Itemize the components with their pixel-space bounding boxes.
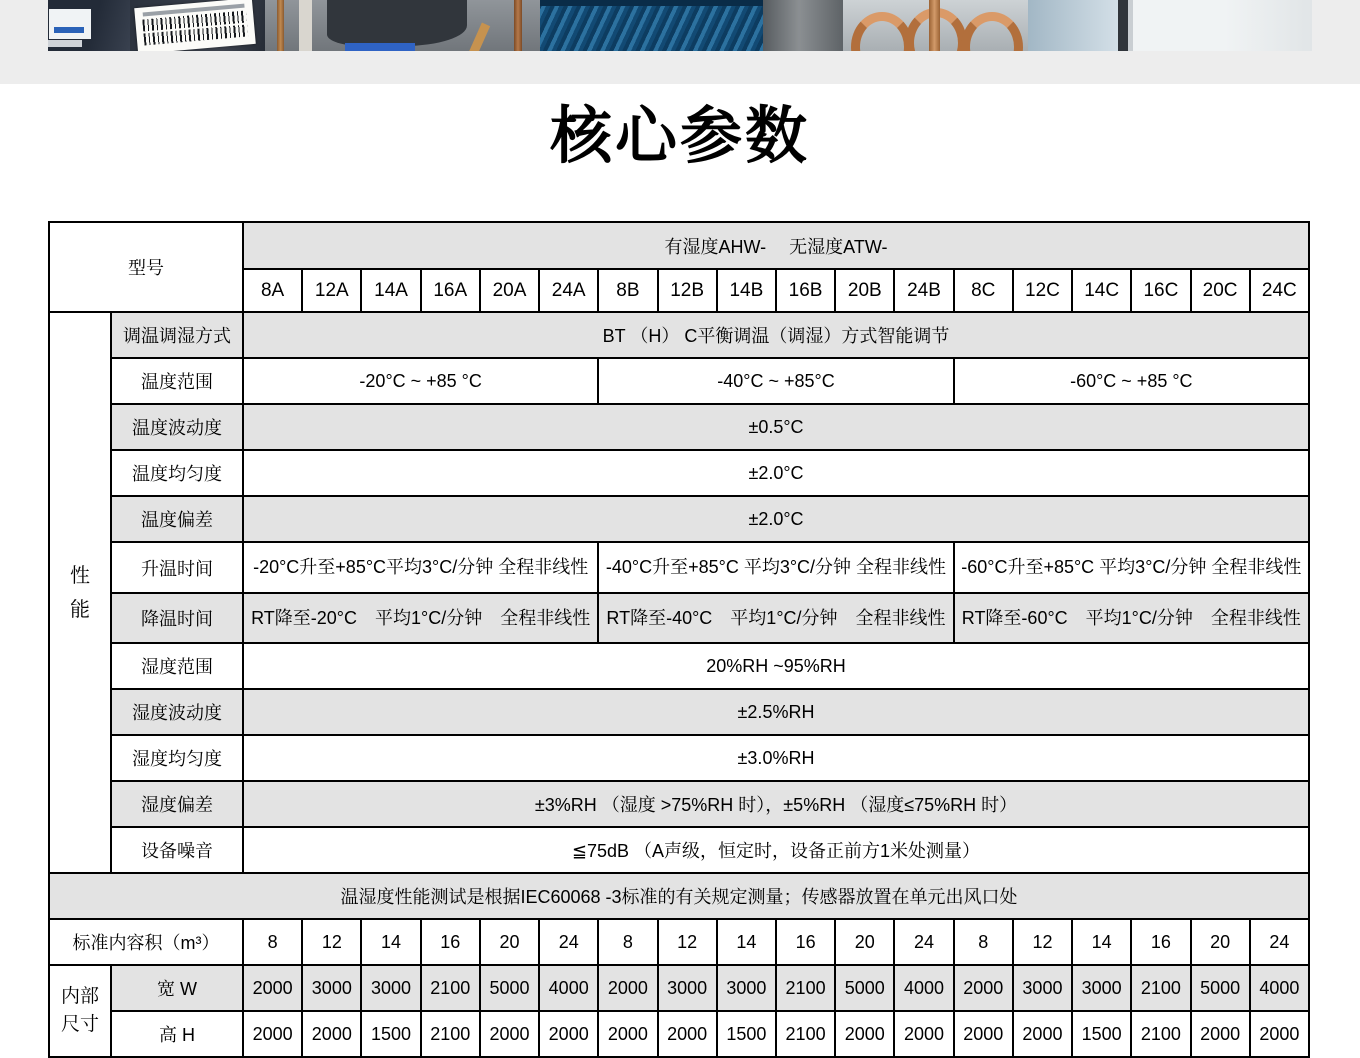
volume-value-cell: 14 — [1072, 919, 1131, 965]
height-value-cell: 2000 — [894, 1011, 953, 1057]
table-row — [49, 643, 1309, 689]
model-header-cell: 12B — [658, 269, 717, 312]
width-value-cell: 3000 — [1013, 965, 1072, 1011]
table-row — [49, 873, 1309, 919]
width-value-cell: 4000 — [894, 965, 953, 1011]
row-label-noise: 设备噪音 — [111, 827, 243, 873]
row-label-temp-range: 温度范围 — [111, 358, 243, 404]
variant-header-cell: 有湿度AHW- 无湿度ATW- — [243, 222, 1309, 269]
model-header-cell: 24C — [1250, 269, 1309, 312]
volume-value-cell: 24 — [1250, 919, 1309, 965]
volume-value-cell: 8 — [243, 919, 302, 965]
volume-value-cell: 16 — [1131, 919, 1190, 965]
inner-dims-label: 内部尺寸 — [60, 985, 99, 1035]
volume-value-cell: 20 — [1191, 919, 1250, 965]
row-label-temp-uniformity: 温度均匀度 — [111, 450, 243, 496]
volume-value-cell: 16 — [421, 919, 480, 965]
table-row — [49, 689, 1309, 735]
heating-time-a-cell: -20°C升至+85°C平均3°C/分钟 全程非线性 — [243, 542, 598, 593]
temp-range-b-cell: -40°C ~ +85°C — [598, 358, 953, 404]
height-value-cell: 2000 — [1191, 1011, 1250, 1057]
row-label-humidity-fluctuation: 湿度波动度 — [111, 689, 243, 735]
table-row — [49, 735, 1309, 781]
row-label-humidity-uniformity: 湿度均匀度 — [111, 735, 243, 781]
page-title: 核心参数 — [549, 102, 810, 171]
height-value-cell: 2000 — [658, 1011, 717, 1057]
width-value-cell: 2100 — [1131, 965, 1190, 1011]
table-row — [49, 312, 1309, 358]
height-value-cell: 2000 — [243, 1011, 302, 1057]
height-value-cell: 2100 — [776, 1011, 835, 1057]
row-label-humidity-range: 湿度范围 — [111, 643, 243, 689]
row-label-cooling-time: 降温时间 — [111, 593, 243, 643]
humidity-uniformity-value-cell: ±3.0%RH — [243, 735, 1309, 781]
row-label-humidity-deviation: 湿度偏差 — [111, 781, 243, 827]
width-value-cell: 3000 — [658, 965, 717, 1011]
width-value-cell: 3000 — [361, 965, 420, 1011]
volume-value-cell: 20 — [835, 919, 894, 965]
photo-copper-ubends — [843, 0, 1028, 51]
row-label-temp-deviation: 温度偏差 — [111, 496, 243, 542]
volume-value-cell: 8 — [598, 919, 657, 965]
height-value-cell: 2000 — [1013, 1011, 1072, 1057]
width-value-cell: 4000 — [1250, 965, 1309, 1011]
cooling-time-a-cell: RT降至-20°C 平均1°C/分钟 全程非线性 — [243, 593, 598, 643]
volume-value-cell: 12 — [658, 919, 717, 965]
width-value-cell: 2100 — [421, 965, 480, 1011]
width-value-cell: 3000 — [717, 965, 776, 1011]
humidity-fluctuation-value-cell: ±2.5%RH — [243, 689, 1309, 735]
model-header-cell: 12A — [302, 269, 361, 312]
height-value-cell: 2000 — [480, 1011, 539, 1057]
photo-light-panel — [1028, 0, 1118, 51]
noise-value-cell: ≦75dB （A声级，恒定时，设备正前方1米处测量） — [243, 827, 1309, 873]
width-value-cell: 2000 — [598, 965, 657, 1011]
table-row — [49, 496, 1309, 542]
height-label-cell: 高 H — [111, 1011, 243, 1057]
width-value-cell: 5000 — [1191, 965, 1250, 1011]
volume-value-cell: 24 — [894, 919, 953, 965]
width-value-cell: 2000 — [243, 965, 302, 1011]
table-row — [49, 1011, 1309, 1057]
heating-time-c-cell: -60°C升至+85°C 平均3°C/分钟 全程非线性 — [954, 542, 1309, 593]
table-row — [49, 593, 1309, 643]
cooling-time-c-cell: RT降至-60°C 平均1°C/分钟 全程非线性 — [954, 593, 1309, 643]
volume-value-cell: 24 — [539, 919, 598, 965]
model-header-cell: 12C — [1013, 269, 1072, 312]
height-value-cell: 2000 — [1250, 1011, 1309, 1057]
model-header-cell: 16B — [776, 269, 835, 312]
model-header-cell: 20B — [835, 269, 894, 312]
table-row — [49, 542, 1309, 593]
model-header-cell: 20A — [480, 269, 539, 312]
temp-deviation-value-cell: ±2.0°C — [243, 496, 1309, 542]
product-photo-banner — [48, 0, 1312, 51]
photo-compressor-barcode — [130, 0, 265, 51]
table-row — [49, 965, 1309, 1011]
mode-value-cell: BT （H） C平衡调温（调湿）方式智能调节 — [243, 312, 1309, 358]
height-value-cell: 2100 — [421, 1011, 480, 1057]
width-value-cell: 3000 — [302, 965, 361, 1011]
temp-range-a-cell: -20°C ~ +85 °C — [243, 358, 598, 404]
table-row — [49, 781, 1309, 827]
model-header-cell: 8A — [243, 269, 302, 312]
table-row — [49, 404, 1309, 450]
model-header-cell: 8C — [954, 269, 1013, 312]
volume-label-cell: 标准内容积（m³） — [49, 919, 243, 965]
row-label-heating-time: 升温时间 — [111, 542, 243, 593]
width-value-cell: 5000 — [835, 965, 894, 1011]
model-header-cell: 16A — [421, 269, 480, 312]
width-label-cell: 宽 W — [111, 965, 243, 1011]
volume-value-cell: 8 — [954, 919, 1013, 965]
page-top-strip — [0, 0, 1360, 84]
model-header-cell: 24B — [894, 269, 953, 312]
temp-uniformity-value-cell: ±2.0°C — [243, 450, 1309, 496]
compressor-label-chip — [49, 9, 91, 39]
width-value-cell: 4000 — [539, 965, 598, 1011]
volume-value-cell: 14 — [717, 919, 776, 965]
row-label-temp-fluctuation: 温度波动度 — [111, 404, 243, 450]
height-value-cell: 2000 — [302, 1011, 361, 1057]
row-label-mode: 调温调湿方式 — [111, 312, 243, 358]
model-header-cell: 8B — [598, 269, 657, 312]
performance-section-cell — [49, 312, 111, 873]
height-value-cell: 1500 — [361, 1011, 420, 1057]
model-header-cell: 14B — [717, 269, 776, 312]
model-label-cell: 型号 — [49, 222, 243, 312]
table-row — [49, 358, 1309, 404]
core-parameters-table — [48, 221, 1310, 1058]
width-value-cell: 5000 — [480, 965, 539, 1011]
temp-range-c-cell: -60°C ~ +85 °C — [954, 358, 1309, 404]
height-value-cell: 2000 — [598, 1011, 657, 1057]
table-row — [49, 450, 1309, 496]
inner-dims-label-cell — [49, 965, 111, 1057]
model-header-cell: 16C — [1131, 269, 1190, 312]
photo-compressor-dark — [48, 0, 130, 51]
performance-section-label: 性能 — [70, 564, 90, 621]
height-value-cell: 1500 — [717, 1011, 776, 1057]
height-value-cell: 2100 — [1131, 1011, 1190, 1057]
heating-time-b-cell: -40°C升至+85°C 平均3°C/分钟 全程非线性 — [598, 542, 953, 593]
photo-piping-area — [265, 0, 540, 51]
humidity-range-value-cell: 20%RH ~95%RH — [243, 643, 1309, 689]
volume-value-cell: 12 — [302, 919, 361, 965]
humidity-deviation-value-cell: ±3%RH （湿度 >75%RH 时），±5%RH （湿度≤75%RH 时） — [243, 781, 1309, 827]
model-header-cell: 14C — [1072, 269, 1131, 312]
table-row — [49, 919, 1309, 965]
width-value-cell: 2100 — [776, 965, 835, 1011]
width-value-cell: 3000 — [1072, 965, 1131, 1011]
table-row — [49, 222, 1309, 269]
volume-value-cell: 14 — [361, 919, 420, 965]
height-value-cell: 2000 — [539, 1011, 598, 1057]
width-value-cell: 2000 — [954, 965, 1013, 1011]
height-value-cell: 2000 — [954, 1011, 1013, 1057]
photo-machine-edge — [1118, 0, 1312, 51]
model-header-cell: 24A — [539, 269, 598, 312]
test-standard-note-cell: 温湿度性能测试是根据IEC60068 -3标准的有关规定测量；传感器放置在单元出风口处 — [49, 873, 1309, 919]
cooling-time-b-cell: RT降至-40°C 平均1°C/分钟 全程非线性 — [598, 593, 953, 643]
volume-value-cell: 12 — [1013, 919, 1072, 965]
volume-value-cell: 20 — [480, 919, 539, 965]
height-value-cell: 2000 — [835, 1011, 894, 1057]
model-header-cell: 14A — [361, 269, 420, 312]
model-header-cell: 20C — [1191, 269, 1250, 312]
volume-value-cell: 16 — [776, 919, 835, 965]
temp-fluctuation-value-cell: ±0.5°C — [243, 404, 1309, 450]
height-value-cell: 1500 — [1072, 1011, 1131, 1057]
table-row — [49, 827, 1309, 873]
photo-blue-coil — [540, 0, 763, 51]
photo-gray-cylinder — [763, 0, 843, 51]
barcode-label — [134, 0, 256, 51]
